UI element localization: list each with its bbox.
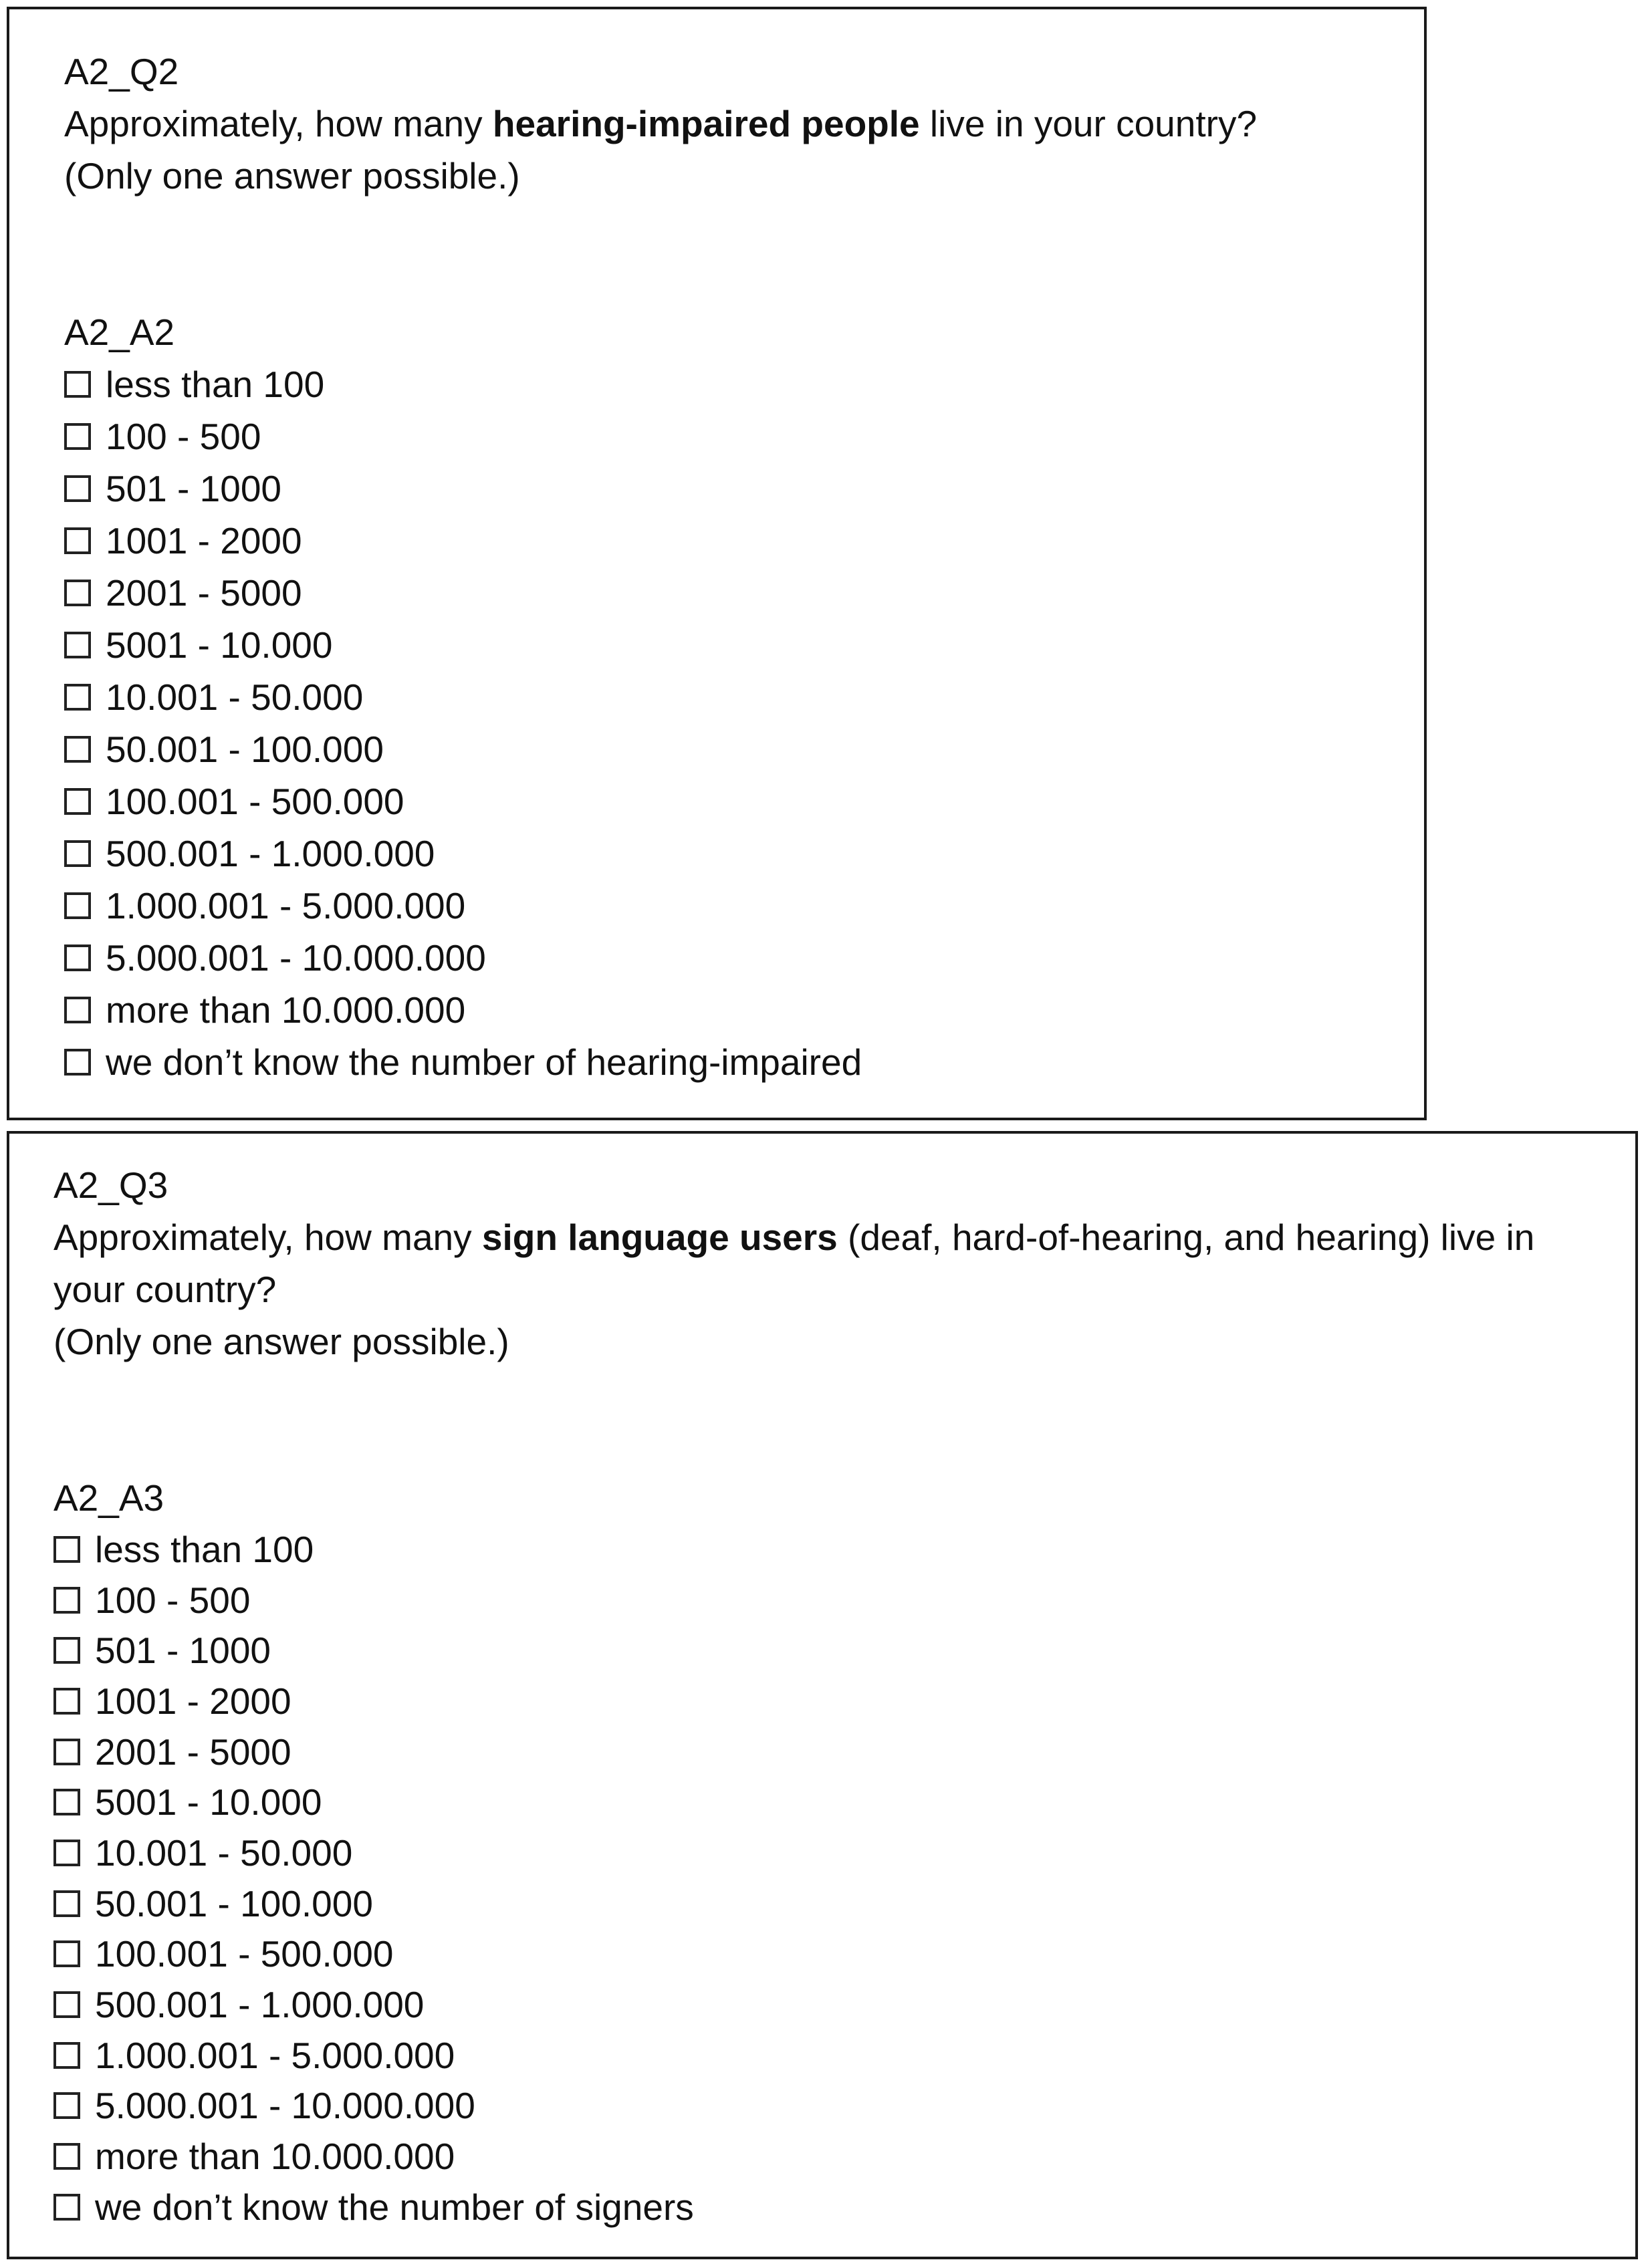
answer-option[interactable] [64,410,1257,463]
answer-option[interactable] [64,723,1257,775]
option-label: 10.001 - 50.000 [95,1832,353,1874]
option-label: 5001 - 10.000 [106,624,333,666]
checkbox[interactable] [53,2143,80,2170]
checkbox[interactable] [53,1739,80,1765]
option-label: 100.001 - 500.000 [95,1933,394,1975]
answer-option[interactable] [53,1777,1534,1828]
answer-option[interactable] [53,1676,1534,1727]
option-label: less than 100 [106,364,325,405]
checkbox[interactable] [64,423,91,450]
answer-option[interactable] [64,671,1257,723]
option-label: 100 - 500 [106,416,261,457]
question-text-continued: your country? [53,1269,277,1310]
checkbox[interactable] [53,1688,80,1715]
checkbox[interactable] [53,1637,80,1664]
answer-option[interactable] [64,932,1257,984]
option-label: 501 - 1000 [95,1630,271,1672]
option-label: 50.001 - 100.000 [95,1882,373,1924]
option-label: we don’t know the number of hearing-impaired [106,1041,862,1083]
question-code: A2_Q3 [53,1164,168,1206]
option-label: 2001 - 5000 [106,572,302,614]
option-label: 100 - 500 [95,1579,251,1621]
option-label: 100.001 - 500.000 [106,781,404,822]
spacer [53,1368,1534,1472]
checkbox[interactable] [53,2042,80,2069]
option-label: less than 100 [95,1528,314,1570]
answer-option[interactable] [53,1979,1534,2030]
question-note: (Only one answer possible.) [64,155,520,197]
answer-option[interactable] [64,828,1257,880]
question-content [53,1159,1534,2233]
option-label: 5001 - 10.000 [95,1781,322,1823]
checkbox[interactable] [53,1940,80,1967]
option-label: 50.001 - 100.000 [106,729,384,770]
question-text-start: Approximately, how many [53,1217,482,1258]
option-label: 501 - 1000 [106,468,281,509]
answer-option[interactable] [53,1575,1534,1626]
option-label: 1001 - 2000 [95,1680,291,1722]
option-label: 1001 - 2000 [106,520,302,561]
question-text-emphasis: hearing-impaired people [492,103,920,144]
checkbox[interactable] [53,1587,80,1614]
checkbox[interactable] [53,1991,80,2018]
answer-option[interactable] [64,515,1257,567]
question-box-a2-q3 [7,1131,1638,2259]
option-label: 5.000.001 - 10.000.000 [95,2085,475,2127]
option-label: 5.000.001 - 10.000.000 [106,937,486,979]
answer-option[interactable] [53,2182,1534,2233]
checkbox[interactable] [64,1049,91,1076]
answer-option[interactable] [53,1828,1534,1878]
checkbox[interactable] [53,1789,80,1815]
answer-option[interactable] [53,1878,1534,1929]
question-text-start: Approximately, how many [64,103,493,144]
question-text-emphasis: sign language users [481,1217,838,1258]
checkbox[interactable] [64,684,91,711]
answer-code: A2_A2 [64,311,175,353]
checkbox[interactable] [64,580,91,606]
question-text-end: live in your country? [919,103,1258,144]
option-label: 500.001 - 1.000.000 [106,833,435,874]
checkbox[interactable] [53,2092,80,2119]
option-label: 1.000.001 - 5.000.000 [95,2034,455,2076]
question-text-end: (deaf, hard-of-hearing, and hearing) live in [837,1217,1535,1258]
question-text [64,98,1257,150]
checkbox[interactable] [64,736,91,763]
answer-option[interactable] [53,2131,1534,2182]
checkbox[interactable] [64,944,91,971]
checkbox[interactable] [64,788,91,815]
question-box-a2-q2 [7,7,1427,1120]
answer-option[interactable] [53,1524,1534,1575]
option-label: 1.000.001 - 5.000.000 [106,885,466,926]
checkbox[interactable] [64,997,91,1023]
answer-options [53,1524,1534,2233]
checkbox[interactable] [64,371,91,398]
option-label: more than 10.000.000 [95,2136,455,2178]
answer-option[interactable] [64,463,1257,515]
spacer [64,202,1257,306]
checkbox[interactable] [53,2194,80,2221]
answer-option[interactable] [53,1727,1534,1777]
question-text [53,1211,1534,1263]
checkbox[interactable] [53,1536,80,1563]
answer-option[interactable] [53,1625,1534,1676]
question-note: (Only one answer possible.) [53,1321,509,1362]
checkbox[interactable] [64,840,91,867]
question-content [64,45,1257,1088]
checkbox[interactable] [64,892,91,919]
answer-option[interactable] [53,2081,1534,2132]
option-label: more than 10.000.000 [106,989,466,1031]
checkbox[interactable] [64,527,91,554]
answer-option[interactable] [53,1929,1534,1980]
answer-option[interactable] [64,567,1257,619]
answer-option[interactable] [64,880,1257,932]
checkbox[interactable] [53,1840,80,1866]
answer-option[interactable] [64,619,1257,671]
checkbox[interactable] [64,632,91,658]
answer-code: A2_A3 [53,1477,164,1519]
checkbox[interactable] [53,1890,80,1917]
answer-option[interactable] [64,775,1257,828]
option-label: 2001 - 5000 [95,1731,291,1773]
checkbox[interactable] [64,475,91,502]
option-label: 500.001 - 1.000.000 [95,1984,425,2026]
answer-options [64,358,1257,1088]
answer-option[interactable] [64,984,1257,1036]
answer-option[interactable] [64,358,1257,410]
option-label: 10.001 - 50.000 [106,676,364,718]
answer-option[interactable] [53,2030,1534,2081]
question-code: A2_Q2 [64,51,179,92]
option-label: we don’t know the number of signers [95,2186,694,2228]
answer-option[interactable] [64,1036,1257,1088]
